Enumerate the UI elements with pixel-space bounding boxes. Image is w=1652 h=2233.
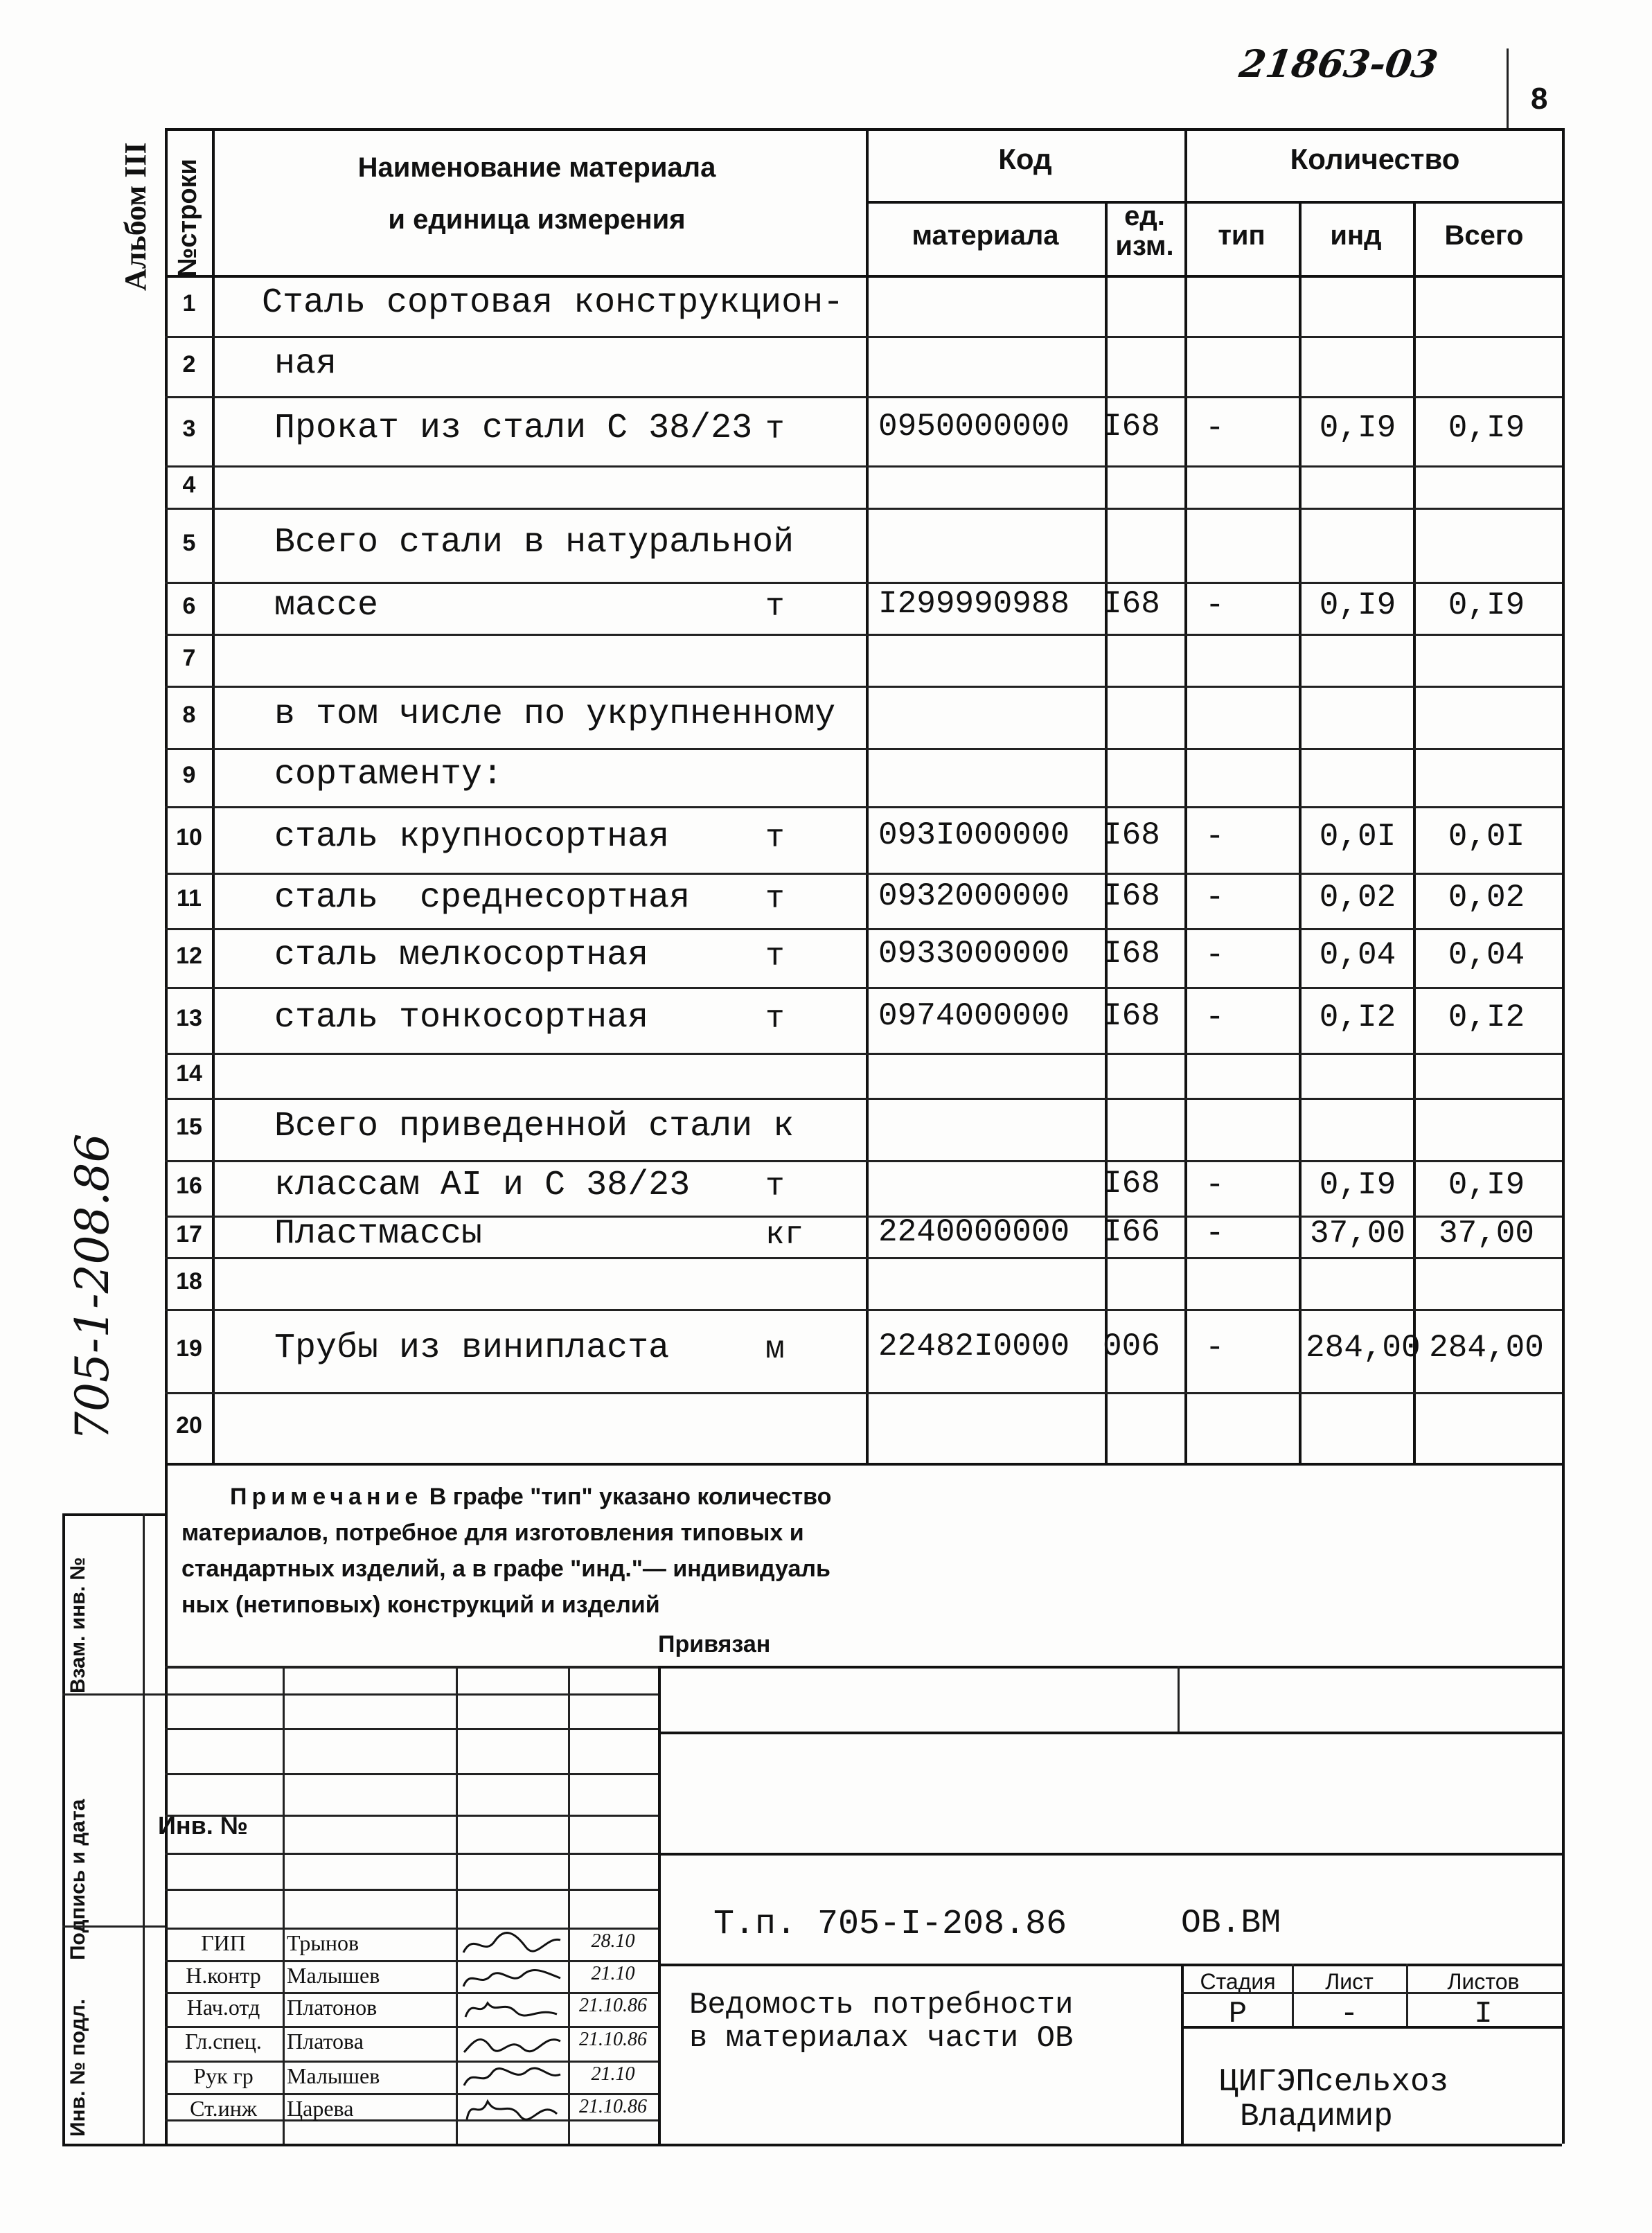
note-line-2: материалов, потребное для изготовления типовых и	[181, 1520, 804, 1546]
staff-date: 21.10.86	[579, 2096, 647, 2117]
staff-name: Платонов	[287, 1995, 378, 2020]
signature	[460, 2027, 564, 2058]
row-number: 7	[182, 644, 196, 671]
staff-date: 21.10	[591, 2063, 635, 2085]
note-title: Примечание	[230, 1484, 423, 1510]
row-number: 20	[176, 1412, 202, 1439]
type-quantity: -	[1205, 880, 1225, 916]
privyazan-label: Привязан	[658, 1631, 771, 1657]
material-name: классам AI и С 38/23	[274, 1166, 691, 1205]
total-quantity: 0,I9	[1448, 1167, 1525, 1203]
section-code: ОВ.ВМ	[1181, 1905, 1281, 1942]
organization-line-2: Владимир	[1240, 2099, 1393, 2135]
signature	[460, 2094, 564, 2125]
document-code: 21863-03	[1236, 42, 1441, 86]
total-quantity: 0,I9	[1448, 587, 1525, 623]
page-number: 8	[1531, 82, 1548, 116]
total-header: Всего	[1444, 220, 1524, 251]
row-number: 18	[176, 1267, 202, 1295]
ind-quantity: 284,00	[1306, 1330, 1421, 1366]
ind-quantity: 0,I9	[1319, 587, 1396, 623]
stage-label: Стадия	[1200, 1969, 1276, 1994]
material-name: сталь тонкосортная	[274, 997, 649, 1038]
row-number: 4	[182, 471, 196, 498]
designation: Т.п. 705-I-208.86	[713, 1905, 1067, 1944]
unit-of-measure: т	[765, 881, 785, 917]
unit-of-measure: т	[765, 411, 785, 447]
material-name: ная	[274, 344, 337, 384]
ind-quantity: 0,I2	[1319, 999, 1396, 1035]
ind-quantity: 0,0I	[1319, 819, 1396, 855]
type-quantity: -	[1205, 999, 1225, 1035]
row-number: 10	[176, 824, 202, 851]
material-name: Сталь сортовая конструкцион-	[262, 283, 844, 323]
material-name: в том числе по укрупненному	[274, 695, 836, 734]
staff-role: Н.контр	[186, 1963, 261, 1988]
unit-code: I68	[1103, 935, 1160, 972]
sheet-value: -	[1340, 1997, 1359, 2031]
ind-quantity: 0,I9	[1319, 1167, 1396, 1203]
material-code: 0932000000	[878, 878, 1070, 914]
material-code: 22482I0000	[878, 1328, 1070, 1364]
ind-quantity: 0,02	[1319, 880, 1396, 916]
ind-quantity: 37,00	[1309, 1216, 1406, 1252]
material-code: 2240000000	[878, 1214, 1070, 1250]
sheets-value: I	[1474, 1997, 1493, 2031]
staff-role: Ст.инж	[190, 2096, 257, 2121]
note-line-3: стандартных изделий, а в графе "инд."— индивидуаль	[181, 1556, 831, 1582]
quantity-header: Количество	[1290, 143, 1460, 175]
ind-quantity: 0,I9	[1319, 410, 1396, 446]
unit-header: ед.	[1124, 201, 1165, 231]
code-header: Код	[998, 143, 1052, 175]
total-quantity: 0,04	[1448, 936, 1525, 973]
staff-date: 28.10	[591, 1930, 635, 1952]
total-quantity: 37,00	[1438, 1216, 1535, 1252]
row-number: 16	[176, 1173, 202, 1199]
material-name: сталь мелкосортная	[274, 935, 649, 975]
unit-code: I68	[1103, 817, 1160, 853]
signature	[460, 1929, 564, 1959]
staff-date: 21.10	[591, 1963, 635, 1984]
row-number: 12	[176, 942, 202, 969]
document-title-2: в материалах части ОВ	[689, 2021, 1074, 2056]
material-code: 0974000000	[878, 997, 1070, 1034]
material-name: Пластмассы	[274, 1214, 483, 1254]
signature	[460, 2062, 564, 2092]
album-label: Альбом III	[118, 142, 152, 291]
material-code: 0933000000	[878, 935, 1070, 972]
stage-value: Р	[1228, 1997, 1247, 2031]
ind-quantity: 0,04	[1319, 936, 1396, 973]
staff-name: Малышев	[287, 1963, 380, 1988]
unit-code: 006	[1103, 1328, 1160, 1364]
total-quantity: 0,0I	[1448, 819, 1525, 855]
material-name: сталь крупносортная	[274, 817, 670, 857]
material-code-header: материала	[912, 220, 1059, 251]
signature	[460, 1993, 564, 2024]
unit-of-measure: кг	[765, 1217, 804, 1253]
row-number: 17	[176, 1221, 202, 1247]
material-name: Прокат из стали С 38/23	[274, 409, 753, 448]
staff-name: Малышев	[287, 2063, 380, 2088]
row-number: 3	[182, 416, 196, 442]
material-name: Всего стали в натуральной	[274, 522, 794, 562]
material-name: Всего приведенной стали к	[274, 1107, 794, 1146]
total-quantity: 284,00	[1429, 1330, 1544, 1366]
unit-code: I68	[1103, 997, 1160, 1034]
staff-name: Платова	[287, 2029, 364, 2054]
staff-name: Трынов	[287, 1930, 359, 1955]
material-name: сортаменту:	[274, 755, 504, 794]
document-title-1: Ведомость потребности	[689, 1988, 1074, 2022]
row-number: 13	[176, 1004, 202, 1031]
unit-code: I68	[1103, 409, 1160, 445]
row-number: 2	[182, 350, 196, 377]
note-line-1: В графе "тип" указано количество	[429, 1484, 832, 1510]
note-line-4: ных (нетиповых) конструкций и изделий	[181, 1592, 660, 1618]
material-name-header: Наименование материала	[357, 152, 716, 183]
unit-code: I66	[1103, 1214, 1160, 1250]
row-number: 9	[182, 762, 196, 788]
note	[181, 1479, 831, 1623]
type-quantity: -	[1205, 1330, 1225, 1366]
row-number: 1	[182, 290, 196, 317]
side-label-replacement: Взам. инв. №	[66, 1557, 89, 1693]
row-number: 14	[176, 1060, 202, 1087]
unit-of-measure: т	[765, 1000, 785, 1037]
row-number: 15	[176, 1114, 202, 1140]
type-quantity: -	[1205, 587, 1225, 623]
staff-role: Гл.спец.	[185, 2029, 262, 2054]
staff-role: ГИП	[201, 1930, 246, 1955]
material-code: I299990988	[878, 585, 1070, 622]
project-code-side: 705-1-208.86	[66, 1133, 119, 1441]
unit-of-measure: т	[765, 820, 785, 856]
ind-header: инд	[1330, 220, 1382, 251]
type-quantity: -	[1205, 1216, 1225, 1252]
material-name: Трубы из винипласта	[274, 1328, 670, 1368]
type-quantity: -	[1205, 410, 1225, 446]
unit-header-line2: изм.	[1115, 231, 1174, 261]
sheets-label: Листов	[1447, 1969, 1520, 1994]
sheet-label: Лист	[1325, 1969, 1374, 1994]
type-header: тип	[1218, 220, 1265, 251]
staff-name: Царева	[287, 2096, 354, 2121]
material-name: массе	[274, 585, 379, 625]
material-unit-header: и единица измерения	[388, 204, 686, 235]
staff-role: Рук гр	[193, 2063, 254, 2088]
row-number: 5	[182, 529, 196, 556]
total-quantity: 0,I9	[1448, 410, 1525, 446]
side-label-signature-date: Подпись и дата	[66, 1799, 89, 1960]
signature	[460, 1961, 564, 1992]
row-number: 11	[177, 885, 202, 911]
type-quantity: -	[1205, 936, 1225, 973]
unit-code: I68	[1103, 1166, 1160, 1202]
side-label-original-inv: Инв. № подл.	[66, 1998, 89, 2137]
row-number: 6	[182, 592, 196, 619]
material-name: сталь среднесортная	[274, 878, 691, 918]
total-quantity: 0,I2	[1448, 999, 1525, 1035]
row-number-header: №строки	[173, 159, 202, 277]
staff-role: Нач.отд	[186, 1995, 260, 2020]
unit-code: I68	[1103, 878, 1160, 914]
unit-of-measure: т	[765, 1168, 785, 1204]
type-quantity: -	[1205, 819, 1225, 855]
unit-code: I68	[1103, 585, 1160, 622]
organization-line-1: ЦИГЭПсельхоз	[1219, 2064, 1449, 2100]
inv-no-label: Инв. №	[158, 1811, 248, 1840]
material-code: 093I000000	[878, 817, 1070, 853]
row-number: 19	[176, 1335, 202, 1362]
unit-of-measure: м	[765, 1331, 785, 1367]
staff-date: 21.10.86	[579, 1995, 647, 2016]
type-quantity: -	[1205, 1167, 1225, 1203]
staff-date: 21.10.86	[579, 2029, 647, 2050]
material-code: 0950000000	[878, 409, 1070, 445]
unit-of-measure: т	[765, 588, 785, 625]
total-quantity: 0,02	[1448, 880, 1525, 916]
row-number: 8	[182, 702, 196, 728]
unit-of-measure: т	[765, 938, 785, 975]
